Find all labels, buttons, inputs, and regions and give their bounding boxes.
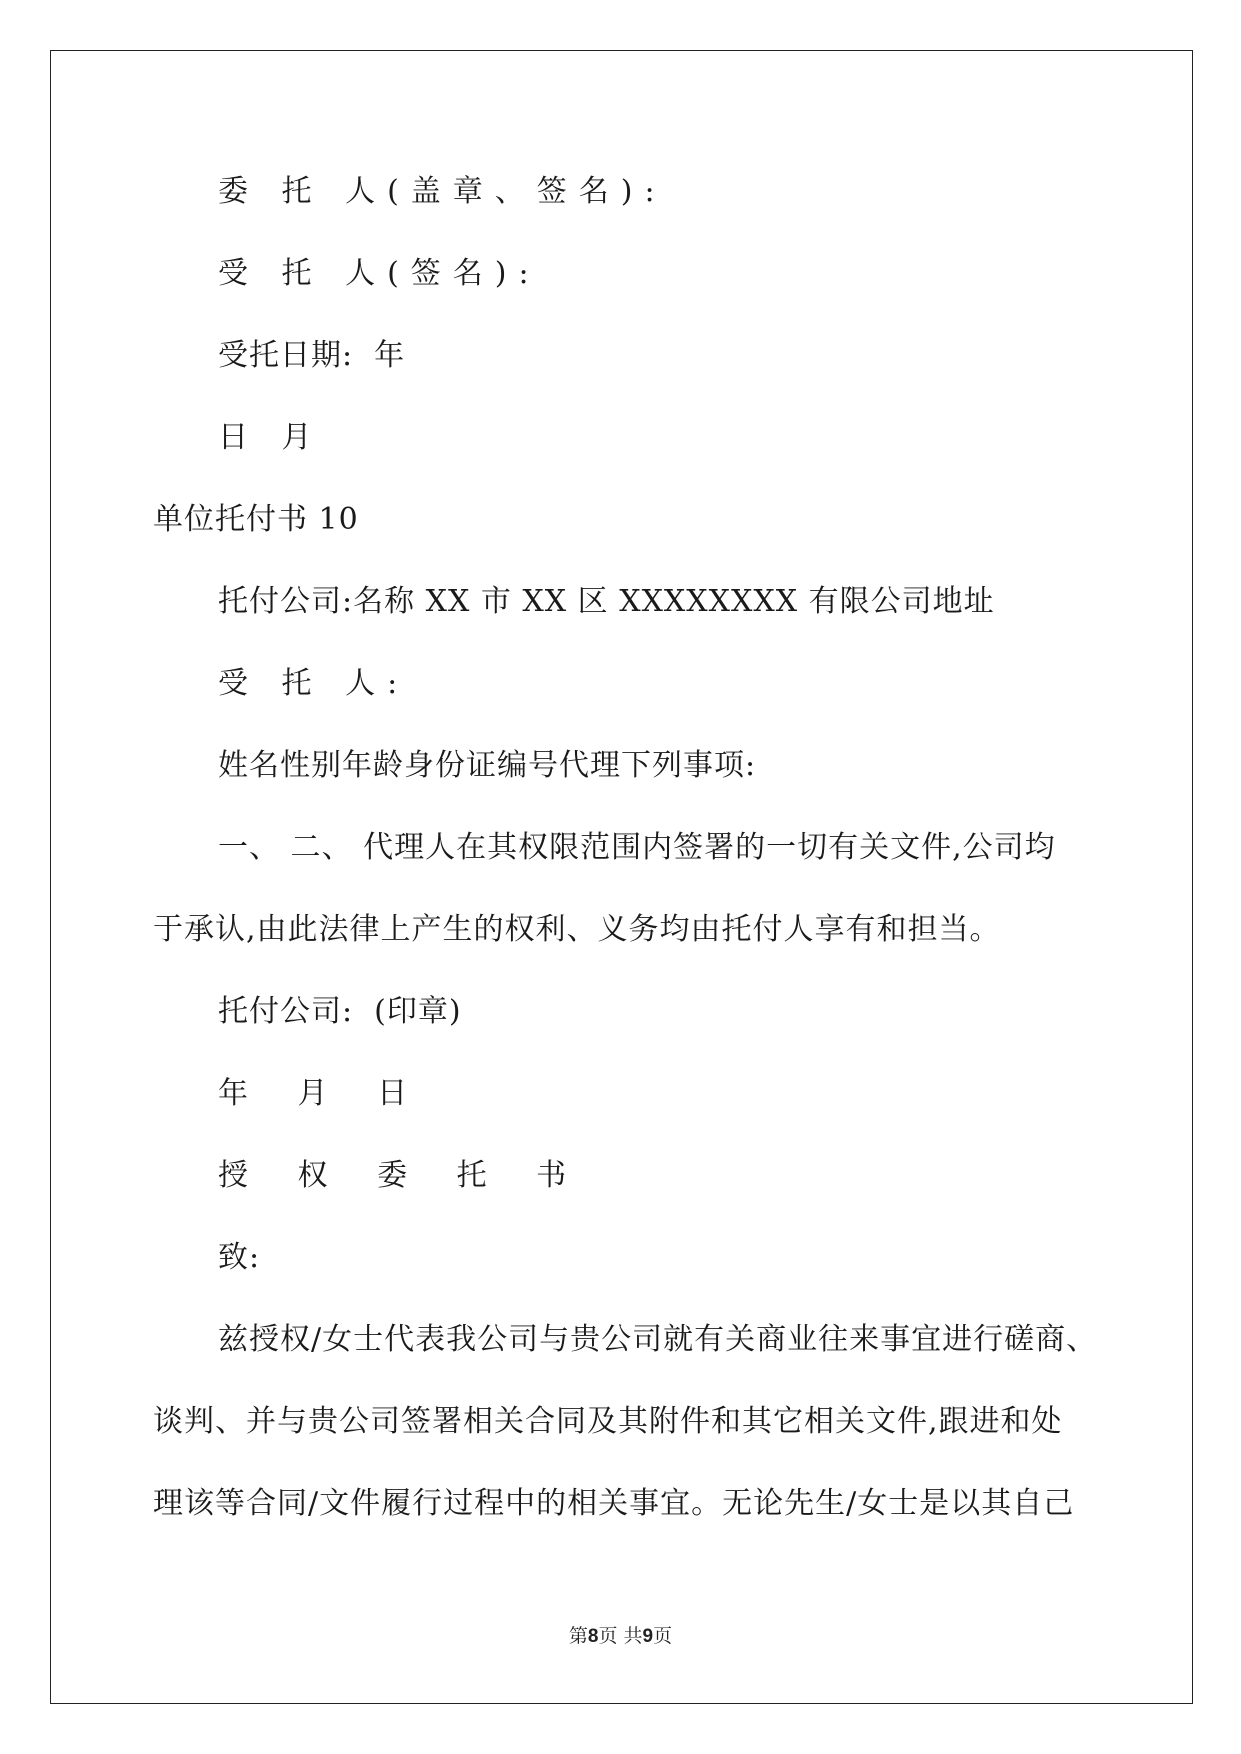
footer-prefix: 第 (568, 1625, 588, 1647)
footer-current-page: 8 (587, 1626, 599, 1647)
date-line: 年 月 日 (218, 1076, 428, 1111)
authorization-title: 授 权 委 托 书 (218, 1158, 587, 1193)
trustee-details-line: 姓名性别年龄身份证编号代理下列事项: (218, 748, 757, 783)
footer-suffix: 页 (653, 1625, 673, 1647)
items-paragraph-line-1: 一、 二、 代理人在其权限范围内签署的一切有关文件,公司均 (218, 830, 1056, 865)
date-day-month-line: 日 月 (218, 420, 324, 455)
footer-middle: 页 共 (598, 1625, 643, 1647)
entrust-date-line: 受托日期: 年 (218, 338, 406, 373)
addressee-line: 致: (218, 1240, 261, 1275)
authorization-paragraph-line-3: 理该等合同/文件履行过程中的相关事宜。无论先生/女士是以其自己 (153, 1486, 1075, 1521)
trustee-signature-line: 受 托 人(签名): (218, 256, 541, 291)
page-footer (0, 1624, 1241, 1649)
entrusting-company-line: 托付公司:名称 XX 市 XX 区 XXXXXXXX 有限公司地址 (218, 584, 995, 619)
client-signature-line: 委 托 人(盖章、签名): (218, 174, 667, 209)
authorization-paragraph-line-2: 谈判、并与贵公司签署相关合同及其附件和其它相关文件,跟进和处 (153, 1404, 1063, 1439)
authorization-paragraph-line-1: 兹授权/女士代表我公司与贵公司就有关商业往来事宜进行磋商、 (218, 1322, 1098, 1357)
footer-total-pages: 9 (642, 1626, 654, 1647)
company-seal-line: 托付公司: (印章) (218, 994, 462, 1029)
trustee-line: 受 托 人: (218, 666, 410, 701)
section-heading: 单位托付书 10 (153, 502, 359, 537)
page-border (50, 50, 1193, 1704)
items-paragraph-line-2: 于承认,由此法律上产生的权利、义务均由托付人享有和担当。 (153, 912, 1001, 947)
